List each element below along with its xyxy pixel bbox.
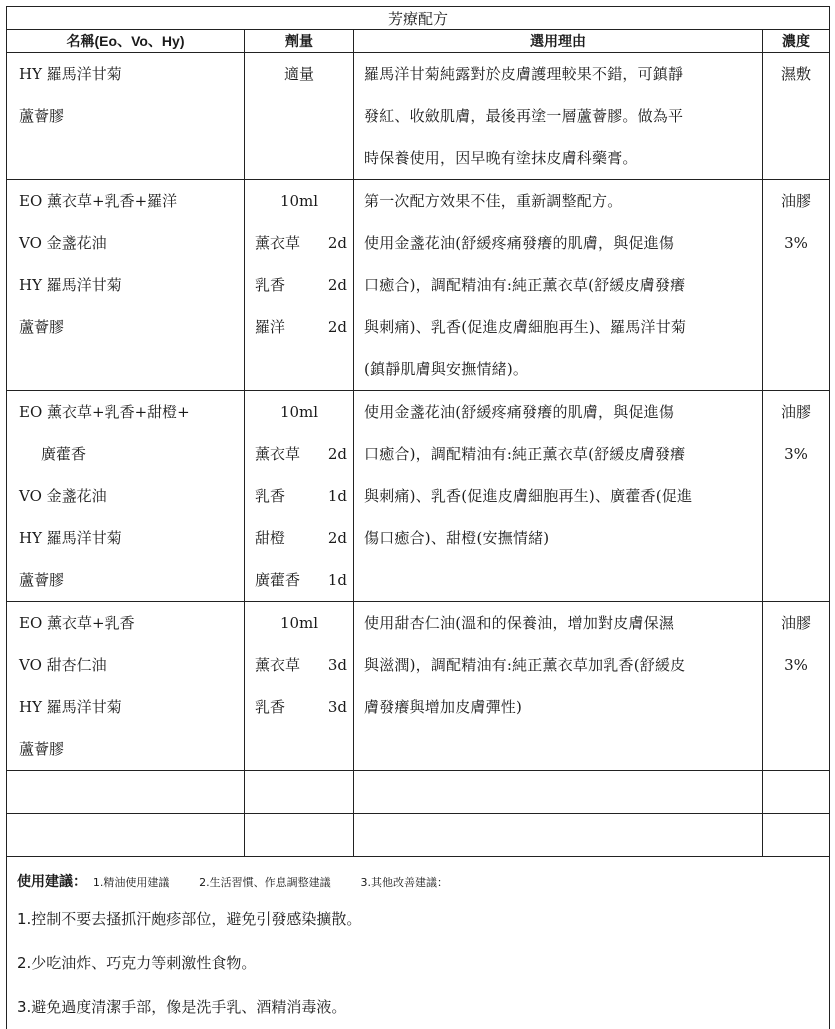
reason-line: 膚發癢與增加皮膚彈性): [354, 686, 762, 728]
ingredient-names: [7, 391, 245, 602]
suggestion-header: [7, 867, 829, 897]
reason-line: 發紅、收斂肌膚，最後再塗一層蘆薈膠。做為平: [354, 95, 762, 137]
header-name: 名稱(Eo、Vo、Hy): [7, 30, 245, 53]
ingredient-name: 蘆薈膠: [7, 306, 244, 348]
concentration: [763, 602, 830, 771]
concentration-value: 油膠: [763, 391, 829, 433]
selection-reason: [354, 53, 763, 180]
concentration-value: 3%: [763, 644, 829, 686]
reason-line: 與刺痛)、乳香(促進皮膚細胞再生)、羅馬洋甘菊: [354, 306, 762, 348]
formula-row: [7, 602, 830, 771]
dose-item: 10ml: [245, 391, 353, 433]
reason-line: 口癒合)，調配精油有:純正薰衣草(舒緩皮膚發癢: [354, 264, 762, 306]
ingredient-name: 蘆薈膠: [7, 559, 244, 601]
suggestion-note: 3.避免過度清潔手部，像是洗手乳、酒精消毒液。: [7, 985, 829, 1029]
table-title: 芳療配方: [7, 7, 830, 30]
reason-line: (鎮靜肌膚與安撫情緒)。: [354, 348, 762, 390]
reason-line: 傷口癒合)、甜橙(安撫情緒): [354, 517, 762, 559]
suggestion-label: 使用建議：: [17, 874, 87, 890]
dose-drops: 2d: [328, 517, 347, 559]
empty-row: [7, 771, 830, 814]
ingredient-names: [7, 180, 245, 391]
ingredient-name: VO 金盞花油: [7, 475, 244, 517]
dose-drops: 2d: [328, 264, 347, 306]
empty-row: [7, 814, 830, 857]
concentration-value: 3%: [763, 222, 829, 264]
selection-reason: [354, 391, 763, 602]
dose-item: 10ml: [245, 602, 353, 644]
concentration: [763, 180, 830, 391]
concentration-value: 油膠: [763, 602, 829, 644]
concentration: [763, 391, 830, 602]
dose-list: [245, 602, 354, 771]
ingredient-name: HY 羅馬洋甘菊: [7, 53, 244, 95]
ingredient-name: 蘆薈膠: [7, 728, 244, 770]
dose-item: [245, 559, 353, 601]
suggestion-note: 1.控制不要去搔抓汗皰疹部位，避免引發感染擴散。: [7, 897, 829, 941]
dose-item: [245, 475, 353, 517]
ingredient-name: EO 薰衣草+乳香+羅洋: [7, 180, 244, 222]
reason-line: 與滋潤)，調配精油有:純正薰衣草加乳香(舒緩皮: [354, 644, 762, 686]
dose-oil: 甜橙: [255, 517, 285, 559]
dose-drops: 3d: [328, 686, 347, 728]
dose-list: [245, 391, 354, 602]
suggestion-option: 1.精油使用建議: [93, 876, 170, 889]
formula-row: [7, 391, 830, 602]
dose-oil: 薰衣草: [255, 433, 300, 475]
dose-item: [245, 644, 353, 686]
ingredient-name: EO 薰衣草+乳香+甜橙+: [7, 391, 244, 433]
suggestion-option: 2.生活習慣、作息調整建議: [199, 876, 331, 889]
dose-oil: 乳香: [255, 475, 285, 517]
suggestion-note: 2.少吃油炸、巧克力等刺激性食物。: [7, 941, 829, 985]
formula-row: [7, 180, 830, 391]
dose-list: [245, 53, 354, 180]
dose-item: [245, 222, 353, 264]
concentration-value: 濕敷: [763, 53, 829, 95]
dose-item: [245, 433, 353, 475]
reason-line: 與刺痛)、乳香(促進皮膚細胞再生)、廣藿香(促進: [354, 475, 762, 517]
dose-drops: 2d: [328, 306, 347, 348]
suggestion-option: 3.其他改善建議：: [360, 876, 448, 889]
dose-drops: 2d: [328, 433, 347, 475]
dose-item: [245, 306, 353, 348]
ingredient-name: 蘆薈膠: [7, 95, 244, 137]
ingredient-name: HY 羅馬洋甘菊: [7, 686, 244, 728]
reason-line: 使用甜杏仁油(溫和的保養油，增加對皮膚保濕: [354, 602, 762, 644]
dose-oil: 乳香: [255, 686, 285, 728]
dose-drops: 2d: [328, 222, 347, 264]
header-dose: 劑量: [245, 30, 354, 53]
header-reason: 選用理由: [354, 30, 763, 53]
concentration-value: 3%: [763, 433, 829, 475]
ingredient-names: [7, 602, 245, 771]
dose-oil: 乳香: [255, 264, 285, 306]
dose-item: 適量: [245, 53, 353, 95]
aromatherapy-table: [6, 6, 830, 1029]
reason-line: 口癒合)，調配精油有:純正薰衣草(舒緩皮膚發癢: [354, 433, 762, 475]
dose-drops: 3d: [328, 644, 347, 686]
dose-item: 10ml: [245, 180, 353, 222]
reason-line: 使用金盞花油(舒緩疼痛發癢的肌膚，與促進傷: [354, 391, 762, 433]
suggestions-section: [7, 857, 830, 1029]
selection-reason: [354, 180, 763, 391]
dose-item: [245, 517, 353, 559]
concentration-value: 油膠: [763, 180, 829, 222]
ingredient-name: 廣藿香: [7, 433, 244, 475]
dose-item: [245, 686, 353, 728]
ingredient-name: HY 羅馬洋甘菊: [7, 517, 244, 559]
ingredient-name: VO 金盞花油: [7, 222, 244, 264]
ingredient-name: HY 羅馬洋甘菊: [7, 264, 244, 306]
dose-list: [245, 180, 354, 391]
dose-oil: 廣藿香: [255, 559, 300, 601]
dose-drops: 1d: [328, 475, 347, 517]
concentration: [763, 53, 830, 180]
dose-drops: 1d: [328, 559, 347, 601]
ingredient-name: VO 甜杏仁油: [7, 644, 244, 686]
ingredient-names: [7, 53, 245, 180]
selection-reason: [354, 602, 763, 771]
ingredient-name: EO 薰衣草+乳香: [7, 602, 244, 644]
reason-line: 時保養使用，因早晚有塗抹皮膚科藥膏。: [354, 137, 762, 179]
reason-line: 羅馬洋甘菊純露對於皮膚護理較果不錯，可鎮靜: [354, 53, 762, 95]
dose-oil: 薰衣草: [255, 644, 300, 686]
reason-line: 使用金盞花油(舒緩疼痛發癢的肌膚，與促進傷: [354, 222, 762, 264]
dose-item: [245, 264, 353, 306]
dose-oil: 羅洋: [255, 306, 285, 348]
header-concentration: 濃度: [763, 30, 830, 53]
dose-oil: 薰衣草: [255, 222, 300, 264]
reason-line: 第一次配方效果不佳，重新調整配方。: [354, 180, 762, 222]
formula-row: [7, 53, 830, 180]
